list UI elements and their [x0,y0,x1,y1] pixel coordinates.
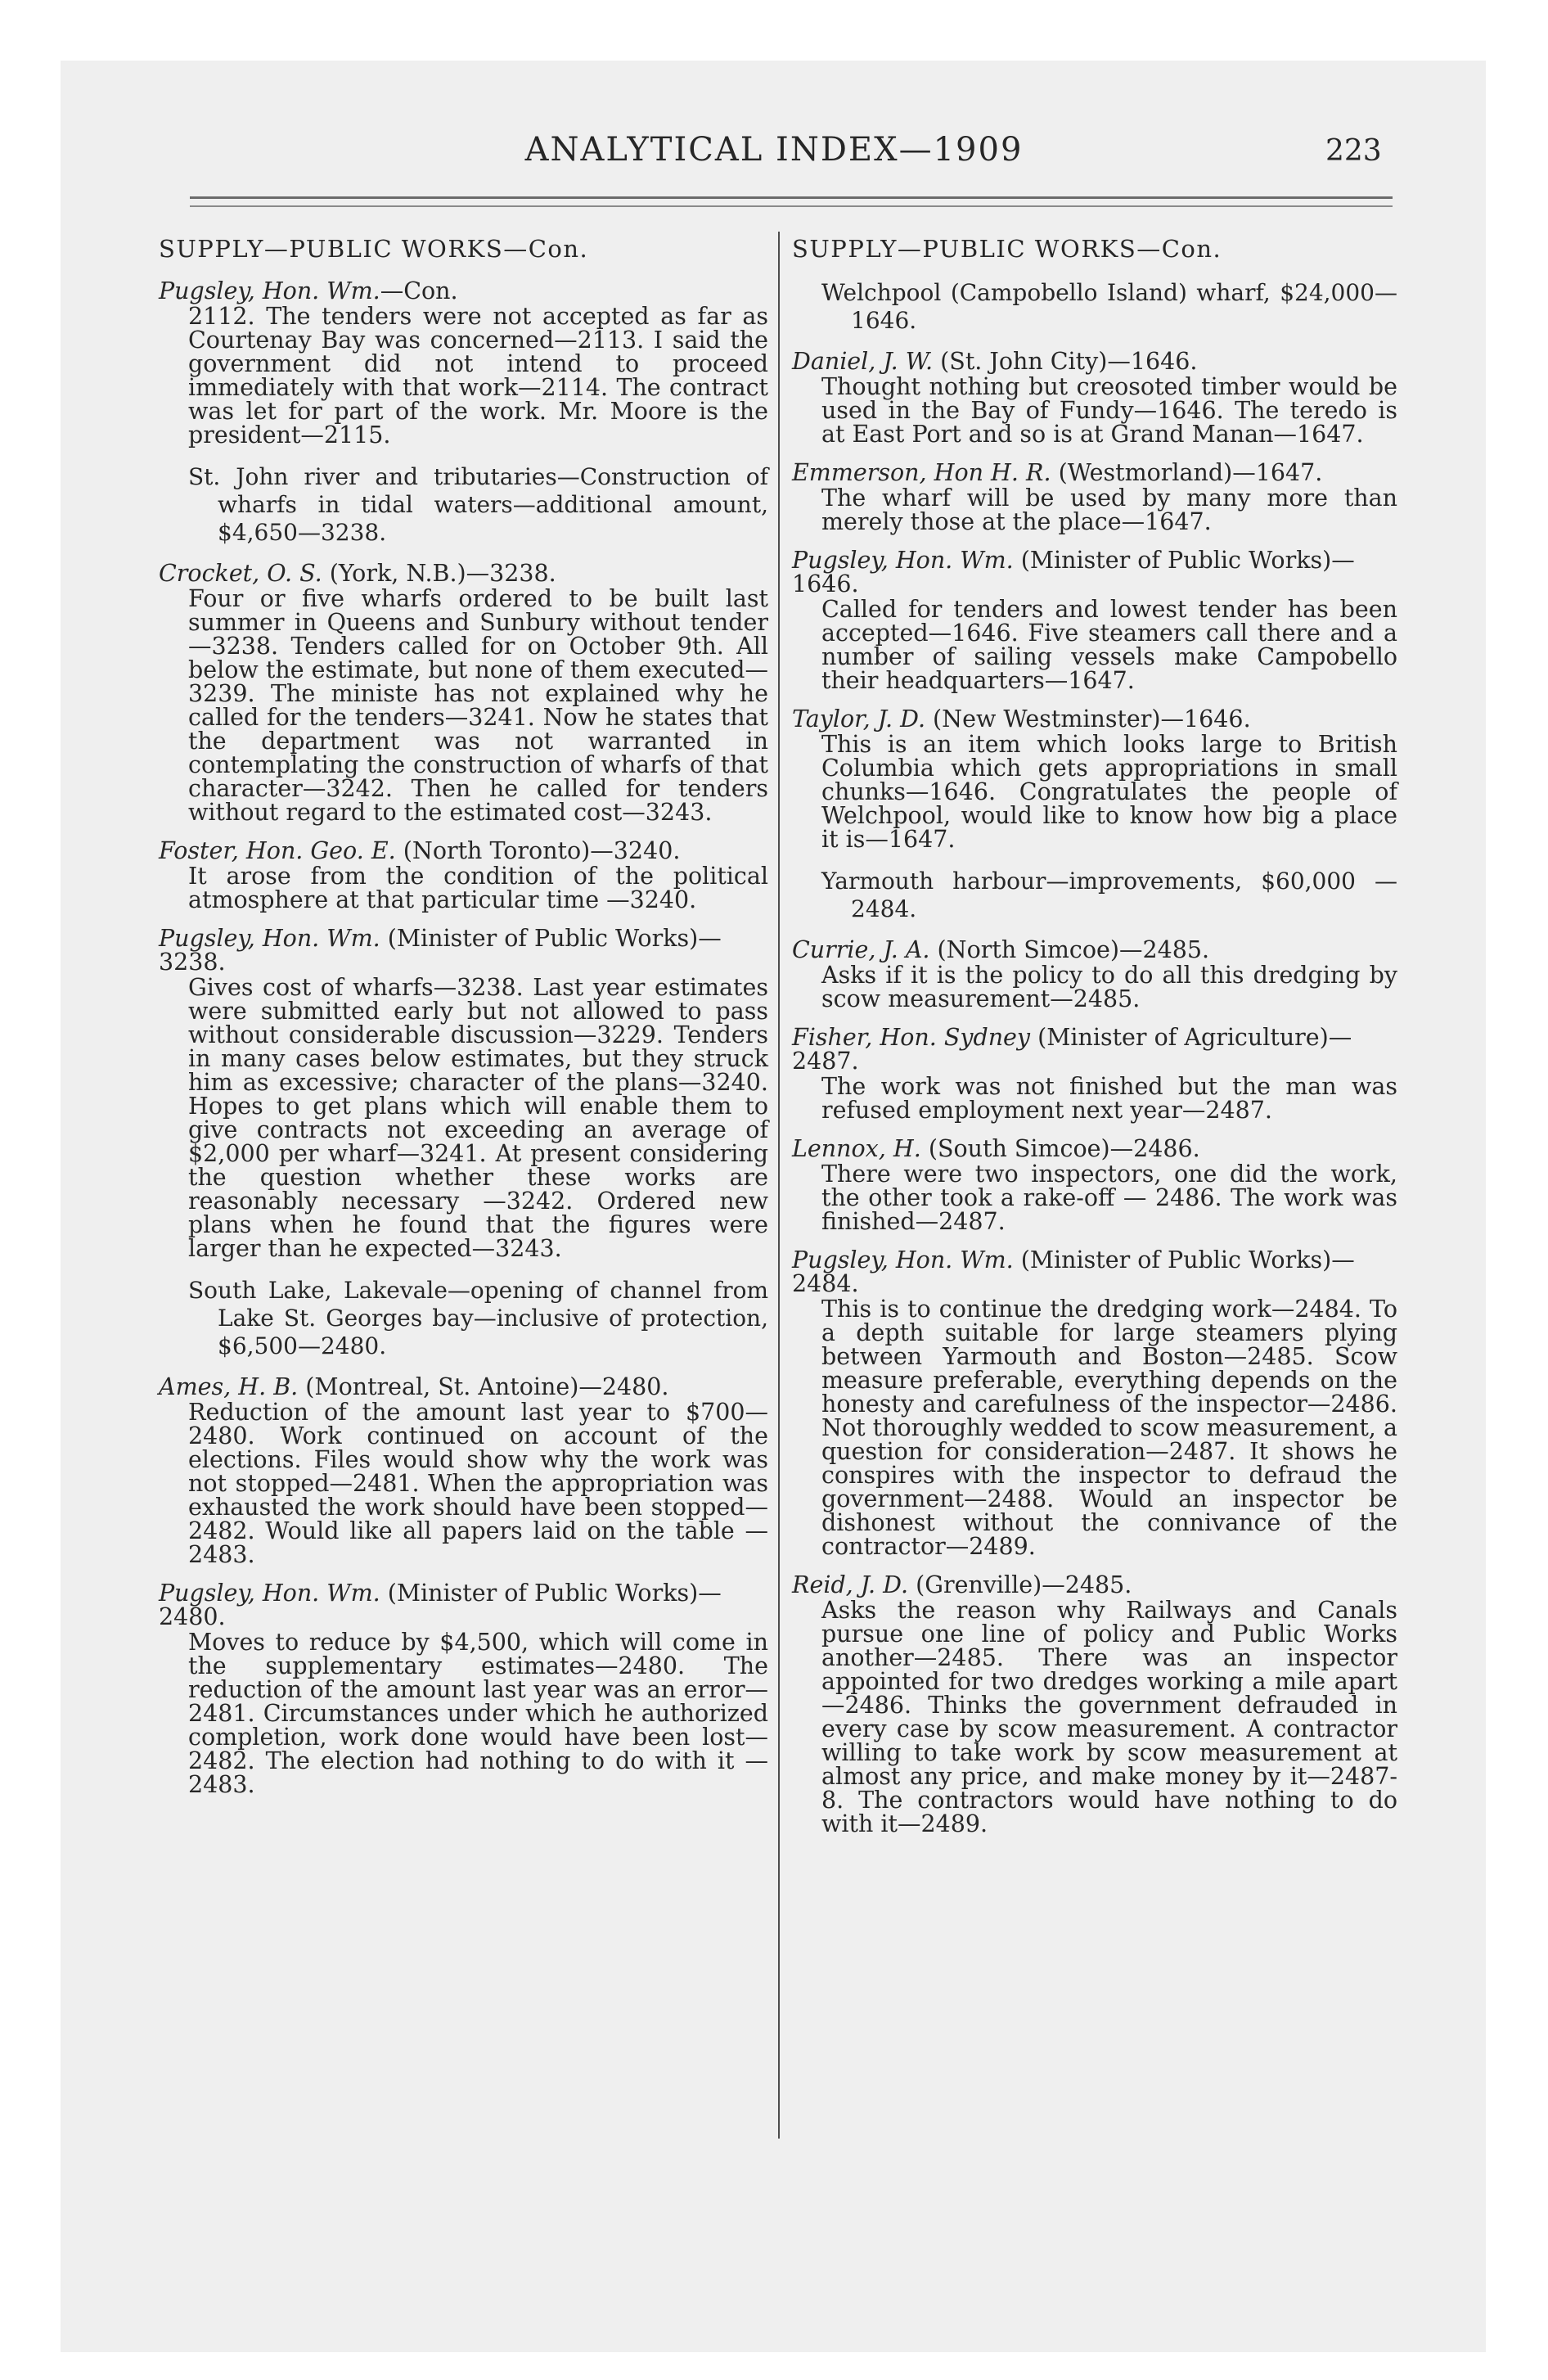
speaker-remarks: It arose from the condition of the political atmosphere at that particular time —3240. [188,863,768,913]
speaker-line [792,1573,1397,1597]
speaker-name: Lennox, H. [792,1135,921,1162]
speaker-name: Pugsley, Hon. Wm. [159,1580,380,1607]
speaker-riding: (Montreal, St. Antoine)—2480. [298,1373,669,1400]
speaker-entry [792,1248,1397,1558]
index-item: South Lake, Lakevale—opening of channel from Lake St. Georges bay—inclusive of protection, $6,500—2480. [188,1277,768,1359]
speaker-entry [792,938,1397,1011]
speaker-riding: (Minister of Public Works)—2484. [792,1246,1355,1297]
speaker-riding: (Minister of Public Works)—2480. [159,1580,722,1630]
speaker-line [792,1025,1397,1073]
speaker-riding: (York, N.B.)—3238. [322,560,556,587]
speaker-remarks: Four or five wharfs ordered to be built last summer in Queens and Sunbury without tender—3238. Tenders called for on October 9th. All below the estimate, but none of them executed—3239. The ministe has not explained why he called for the tenders—3241. Now he states that the department was not warranted in contemplating the construction of wharfs of that character—3242. Then he called for tenders without regard to the estimated cost—3243. [188,585,768,826]
speaker-line [159,926,768,974]
speaker-remarks: Moves to reduce by $4,500, which will come in the supplementary estimates—2480. The reduction of the amount last year was an error—2481. Circumstances under which he authorized completion, work done would have been lost—2482. The election had nothing to do with it —2483. [188,1629,768,1798]
speaker-line [792,938,1397,962]
speaker-line [159,561,768,585]
speaker-entry [159,279,768,447]
speaker-line [792,461,1397,485]
speaker-remarks: The work was not finished but the man was refused employment next year—2487. [821,1073,1397,1124]
column-divider [778,232,780,2139]
speaker-remarks: Reduction of the amount last year to $700—2480. Work continued on account of the elections. Files would show why the work was not stopped—2481. When the appropriation was exhausted the work should have been stopped—2482. Would like all papers laid on the table —2483. [188,1399,768,1568]
speaker-entry [159,561,768,824]
speaker-name: Crocket, O. S. [159,560,322,587]
speaker-entry [159,1581,768,1796]
speaker-line [159,1375,768,1399]
section-heading: SUPPLY—PUBLIC WORKS—Con. [159,235,589,263]
speaker-remarks: Called for tenders and lowest tender has been accepted—1646. Five steamers call there and a number of sailing vessels make Campobello their headquarters—1647. [821,596,1397,694]
speaker-remarks: This is to continue the dredging work—2484. To a depth suitable for large steamers plying between Yarmouth and Boston—2485. Scow measure preferable, everything depends on the honesty and carefulness of the inspector—2486. Not thoroughly wedded to scow measurement, a question for consideration—2487. It shows he conspires with the inspector to defraud the government—2488. Would an inspector be dishonest without the connivance of the contractor—2489. [821,1296,1397,1560]
speaker-name: Pugsley, Hon. Wm. [159,277,380,304]
speaker-name: Fisher, Hon. Sydney [792,1024,1031,1051]
speaker-line [792,349,1397,373]
speaker-riding: (St. John City)—1646. [933,348,1198,375]
speaker-line [792,1137,1397,1161]
speaker-line [792,707,1397,731]
speaker-name: Pugsley, Hon. Wm. [159,925,380,952]
speaker-name: Taylor, J. D. [792,705,925,732]
speaker-entry [159,926,768,1260]
index-item: Yarmouth harbour—improvements, $60,000 —2484. [821,868,1397,922]
speaker-name: Pugsley, Hon. Wm. [792,547,1014,574]
section-heading: SUPPLY—PUBLIC WORKS—Con. [792,235,1222,263]
page-number: 223 [1325,134,1382,168]
speaker-entry [792,461,1397,534]
speaker-remarks: The wharf will be used by many more than merely those at the place—1647. [821,485,1397,535]
left-column [159,237,768,1811]
speaker-line [792,1248,1397,1296]
speaker-entry [792,1137,1397,1233]
speaker-entry [159,839,768,912]
speaker-remarks: There were two inspectors, one did the work, the other took a rake-off — 2486. The work was finished—2487. [821,1161,1397,1235]
speaker-line [792,548,1397,596]
speaker-riding: —Con. [380,277,458,304]
index-item: St. John river and tributaries—Construction of wharfs in tidal waters—additional amount, $4,650—3238. [188,463,768,546]
right-entries [792,279,1397,1836]
speaker-entry [792,1573,1397,1836]
speaker-name: Ames, H. B. [159,1373,299,1400]
speaker-name: Foster, Hon. Geo. E. [159,837,396,864]
speaker-entry [792,707,1397,851]
header-title: ANALYTICAL INDEX—1909 [524,131,1024,169]
speaker-riding: (Westmorland)—1647. [1051,459,1323,486]
speaker-riding: (North Toronto)—3240. [395,837,681,864]
speaker-name: Emmerson, Hon H. R. [792,459,1051,486]
speaker-remarks: Thought nothing but creosoted timber would be used in the Bay of Fundy—1646. The teredo is at East Port and so is at Grand Manan—1647. [821,373,1397,448]
speaker-name: Daniel, J. W. [792,348,934,375]
speaker-remarks: 2112. The tenders were not accepted as far as Courtenay Bay was concerned—2113. I said the government did not intend to proceed immediately with that work—2114. The contract was let for part of the work. Mr. Moore is the president—2115. [188,303,768,449]
speaker-remarks: Asks the reason why Railways and Canals pursue one line of policy and Public Works another—2485. There was an inspector appointed for two dredges working a mile apart—2486. Thinks the government defrauded in every case by scow measurement. A contractor willing to take work by scow measurement at almost any price, and make money by it—2487-8. The contractors would have nothing to do with it—2489. [821,1597,1397,1837]
speaker-riding: (New Westminster)—1646. [925,705,1251,732]
right-column [792,237,1397,1850]
speaker-name: Currie, J. A. [792,936,930,963]
speaker-name: Reid, J. D. [792,1571,909,1598]
speaker-entry [792,1025,1397,1122]
speaker-line [159,279,768,303]
speaker-line [159,839,768,863]
speaker-name: Pugsley, Hon. Wm. [792,1246,1014,1273]
header-rule [190,196,1393,199]
speaker-riding: (Minister of Public Works)—1646. [792,547,1355,597]
speaker-remarks: This is an item which looks large to British Columbia which gets appropriations in small chunks—1646. Congratulates the people of Welchpool, would like to know how big a place it is—1647. [821,731,1397,853]
speaker-remarks: Asks if it is the policy to do all this dredging by scow measurement—2485. [821,962,1397,1012]
speaker-riding: (North Simcoe)—2485. [929,936,1210,963]
speaker-entry [792,548,1397,692]
speaker-remarks: Gives cost of wharfs—3238. Last year estimates were submitted early but not allowed to pass without considerable discussion—3229. Tenders in many cases below estimates, but they struck him as excessive; character of the plans—3240. Hopes to get plans which will enable them to give contracts not exceeding an average of $2,000 per wharf—3241. At present considering the question whether these works are reasonably necessary —3242. Ordered new plans when he found that the figures were larger than he expected—3243. [188,974,768,1262]
header-rule-thin [190,205,1393,207]
speaker-entry [159,1375,768,1566]
speaker-riding: (Minister of Public Works)—3238. [159,925,722,976]
left-entries [159,279,768,1796]
speaker-riding: (Grenville)—2485. [908,1571,1132,1598]
speaker-riding: (Minister of Agriculture)—2487. [792,1024,1352,1075]
index-item: Welchpool (Campobello Island) wharf, $24,000—1646. [821,279,1397,334]
speaker-line [159,1581,768,1629]
speaker-entry [792,349,1397,446]
speaker-riding: (South Simcoe)—2486. [920,1135,1200,1162]
